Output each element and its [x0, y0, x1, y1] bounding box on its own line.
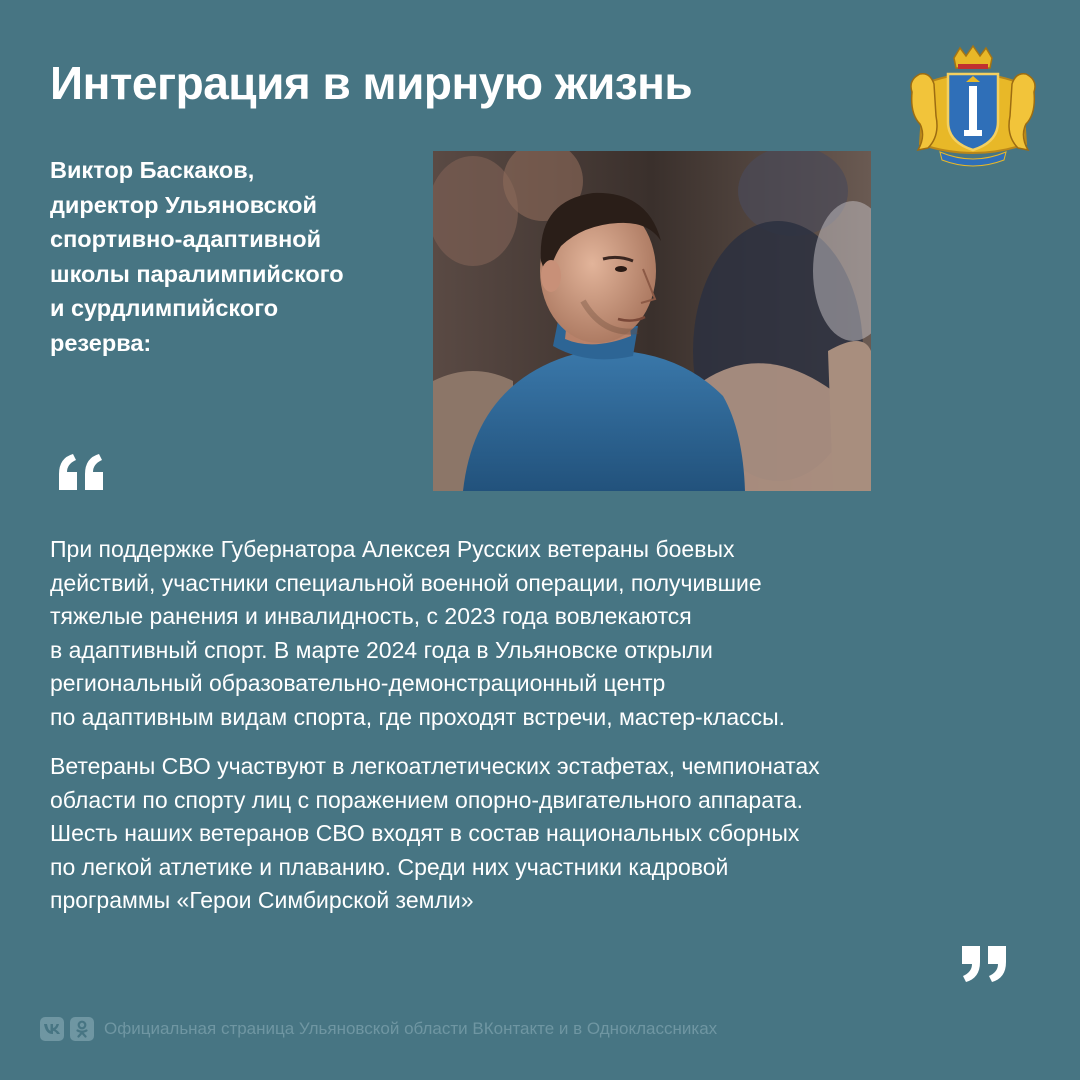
text-line: по адаптивным видам спорта, где проходят встречи, мастер-классы. — [50, 703, 786, 730]
text-line: программы «Герои Симбирской земли» — [50, 887, 474, 913]
quote-text — [50, 533, 1040, 934]
quote-open-icon — [55, 452, 107, 492]
text-line: области по спорту лиц с поражением опорно-двигательного аппарата. — [50, 786, 803, 813]
speaker-line: директор Ульяновской — [50, 191, 317, 218]
speaker-line: и сурдлимпийского — [50, 295, 279, 321]
footer-text: Официальная страница Ульяновской области ВКонтакте и в Одноклассниках — [104, 1019, 718, 1038]
speaker-line: Виктор Баскаков, — [50, 157, 255, 183]
text-line: по легкой атлетике и плаванию. Среди них участники кадровой — [50, 853, 729, 880]
speaker-line: резерва: — [50, 329, 152, 356]
text-line: региональный образовательно-демонстрационный центр — [50, 670, 666, 696]
text-line: в адаптивный спорт. В марте 2024 года в Ульяновске открыли — [50, 636, 713, 663]
footer — [40, 1016, 717, 1042]
text-line: действий, участники специальной военной операции, получившие — [50, 569, 762, 596]
quote-paragraph — [50, 750, 1040, 918]
odnoklassniki-icon[interactable] — [70, 1017, 94, 1041]
speaker-caption — [50, 153, 420, 360]
vk-icon[interactable] — [40, 1017, 64, 1041]
ulyanovsk-coat-of-arms-icon — [906, 44, 1040, 170]
page-title: Интеграция в мирную жизнь — [50, 57, 693, 109]
speaker-line: спортивно-адаптивной — [50, 226, 322, 252]
quote-paragraph — [50, 533, 1040, 734]
speaker-photo — [433, 151, 871, 491]
text-line: При поддержке Губернатора Алексея Русских ветераны боевых — [50, 536, 735, 562]
text-line: тяжелые ранения и инвалидность, с 2023 года вовлекаются — [50, 603, 692, 629]
speaker-line: школы паралимпийского — [50, 260, 344, 287]
text-line: Шесть наших ветеранов СВО входят в состав национальных сборных — [50, 820, 800, 846]
text-line: Ветераны СВО участвуют в легкоатлетических эстафетах, чемпионатах — [50, 753, 820, 779]
quote-close-icon — [958, 944, 1010, 984]
